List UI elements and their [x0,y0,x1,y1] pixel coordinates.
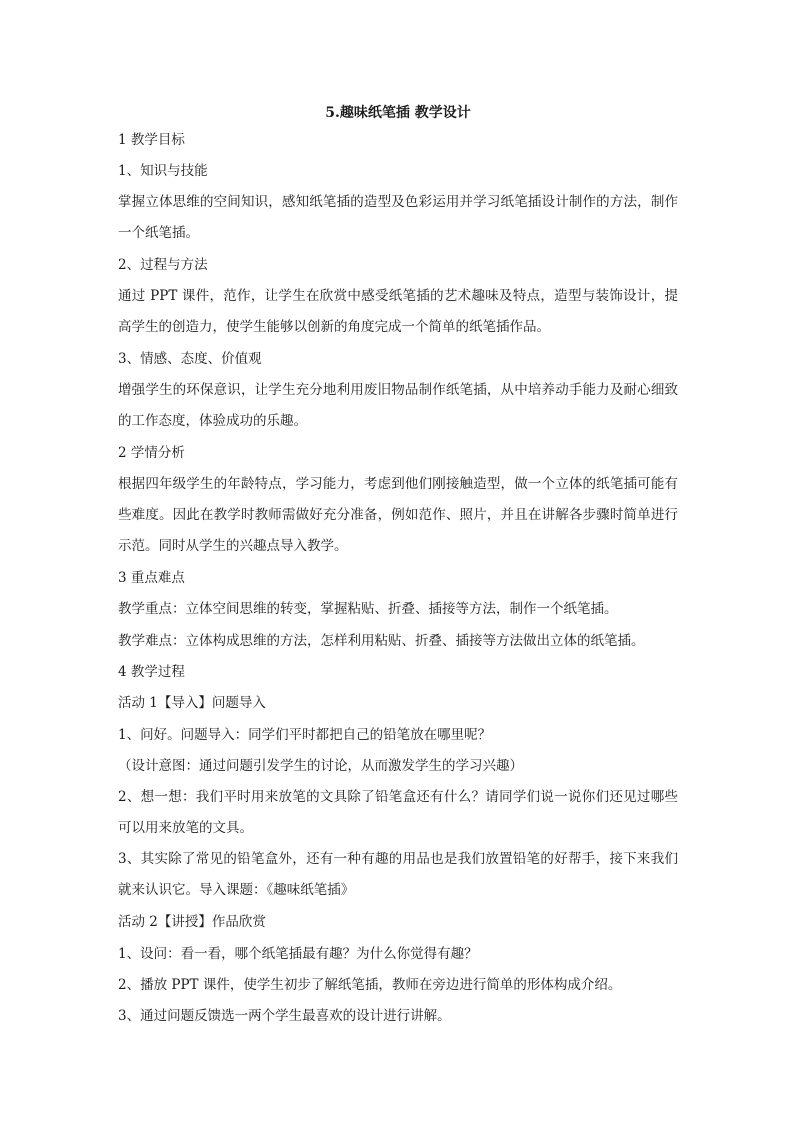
section-teaching-goals-heading: 1 教学目标 [118,132,185,148]
process-method-paragraph: 通过 PPT 课件，范作，让学生在欣赏中感受纸笔插的艺术趣味及特点，造型与装饰设计，提高学生的创造力，使学生能够以创新的角度完成一个简单的纸笔插作品。 [118,287,678,336]
subsection-process-method-heading: 2、过程与方法 [118,257,208,274]
student-analysis-paragraph: 根据四年级学生的年龄特点，学习能力，考虑到他们刚接触造型，做一个立体的纸笔插可能有些难度。因此在教学时教师需做好充分准备，例如范作、照片，并且在讲解各步骤时简单进行示范。同时从学生的兴趣点导入教学。 [118,475,678,555]
difficult-point-line: 教学难点：立体构成思维的方法，怎样利用粘贴、折叠、插接等方法做出立体的纸笔插。 [118,632,645,649]
document-body [118,103,678,1038]
subsection-knowledge-skills-heading: 1、知识与技能 [118,163,208,180]
section-key-points-heading: 3 重点难点 [118,570,185,587]
activity-2-step-2: 2、播放 PPT 课件，使学生初步了解纸笔插，教师在旁边进行简单的形体构成介绍。 [118,977,622,994]
activity-1-step-2: 2、想一想：我们平时用来放笔的文具除了铅笔盒还有什么？请同学们说一说你们还见过哪些可以用来放笔的文具。 [118,788,678,836]
activity-1-step-3: 3、其实除了常见的铅笔盒外，还有一种有趣的用品也是我们放置铅笔的好帮手，接下来我们就来认识它。导入课题：《趣味纸笔插》 [118,851,678,899]
activity-2-step-1: 1、设问：看一看，哪个纸笔插最有趣？为什么你觉得有趣？ [118,945,478,962]
knowledge-skills-paragraph: 掌握立体思维的空间知识，感知纸笔插的造型及色彩运用并学习纸笔插设计制作的方法，制作一个纸笔插。 [118,193,678,242]
activity-2-step-3: 3、通过问题反馈选一两个学生最喜欢的设计进行讲解。 [118,1008,451,1025]
subsection-emotion-values-heading: 3、情感、态度、价值观 [118,351,262,368]
section-student-analysis-heading: 2 学情分析 [118,444,185,461]
activity-1-heading: 活动 1【导入】问题导入 [118,695,266,712]
activity-1-step-1: 1、问好。问题导入：同学们平时都把自己的铅笔放在哪里呢？ [118,726,492,743]
activity-2-heading: 活动 2【讲授】作品欣赏 [118,914,266,931]
activity-1-design-intent: （设计意图：通过问题引发学生的讨论，从而激发学生的学习兴趣） [118,757,523,774]
section-teaching-process-heading: 4 教学过程 [118,664,185,681]
emotion-values-paragraph: 增强学生的环保意识，让学生充分地利用废旧物品制作纸笔插，从中培养动手能力及耐心细致的工作态度，体验成功的乐趣。 [118,381,678,430]
key-point-line: 教学重点：立体空间思维的转变，掌握粘贴、折叠、插接等方法，制作一个纸笔插。 [118,601,618,618]
document-title: 5.趣味纸笔插 教学设计 [325,105,471,121]
